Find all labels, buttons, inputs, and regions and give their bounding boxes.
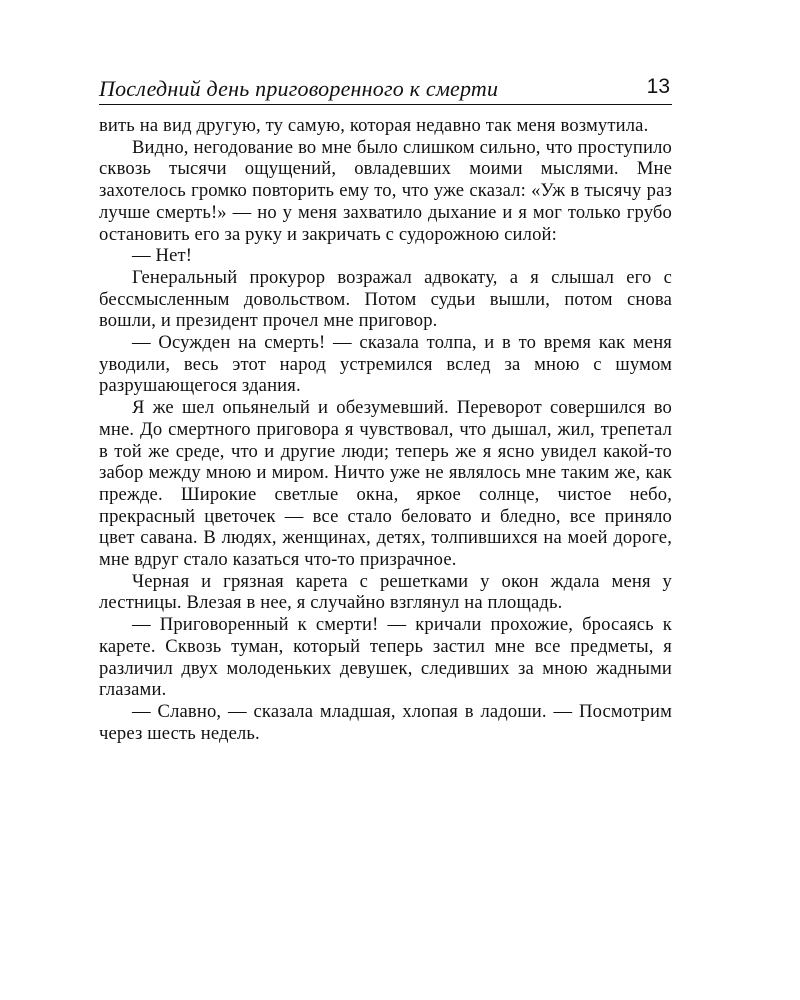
body-text bbox=[99, 115, 672, 744]
paragraph-continuation: вить на вид другую, ту самую, которая недавно так меня возмутила. bbox=[99, 115, 649, 136]
paragraph: Генеральный прокурор возражал адвокату, а я слышал его с бессмысленным довольством. Потом судьи вышли, потом снова вошли, и президент прочел мне приговор. bbox=[99, 266, 672, 332]
dialogue-line: — Приговоренный к смерти! — кричали прохожие, бросаясь к карете. Сквозь туман, который теперь застил мне все предметы, я различил двух молоденьких девушек, следивших за мною жадными глазами. bbox=[99, 614, 672, 701]
book-page bbox=[99, 74, 672, 744]
dialogue-line: — Славно, — сказала младшая, хлопая в ладоши. — Посмотрим через шесть недель. bbox=[99, 700, 672, 744]
running-title: Последний день приговоренного к смерти bbox=[99, 76, 499, 101]
page-number: 13 bbox=[646, 75, 670, 98]
dialogue-line: — Осужден на смерть! — сказала толпа, и в то время как меня уводили, весь этот народ устремился вслед за мною с шумом разрушающегося здания. bbox=[99, 332, 672, 397]
dialogue-line: — Нет! bbox=[132, 245, 193, 267]
paragraph: Черная и грязная карета с решетками у окон ждала меня у лестницы. Влезая в нее, я случайно взглянул на площадь. bbox=[99, 570, 672, 614]
running-header bbox=[99, 74, 672, 105]
paragraph: Я же шел опьянелый и обезумевший. Переворот совершился во мне. До смертного приговора я чувствовал, что дышал, жил, трепетал в той же среде, что и другие люди; теперь же я ясно увидел какой-то забор между мною и миром. Ничто уже не являлось мне таким же, как прежде. Широкие светлые окна, яркое солнце, чистое небо, прекрасный цветочек — все стало беловато и бледно, все приняло цвет савана. В людях, женщинах, детях, толпившихся на моей дороге, мне вдруг стало казаться что-то призрачное. bbox=[99, 397, 672, 571]
paragraph: Видно, негодование во мне было слишком сильно, что проступило сквозь тысячи ощущений, овладевших моими мыслями. Мне захотелось громко повторить ему то, что уже сказал: «Уж в тысячу раз лучше смерть!» — но у меня захватило дыхание и я мог только грубо остановить его за руку и закричать с судорожною силой: bbox=[99, 136, 672, 245]
